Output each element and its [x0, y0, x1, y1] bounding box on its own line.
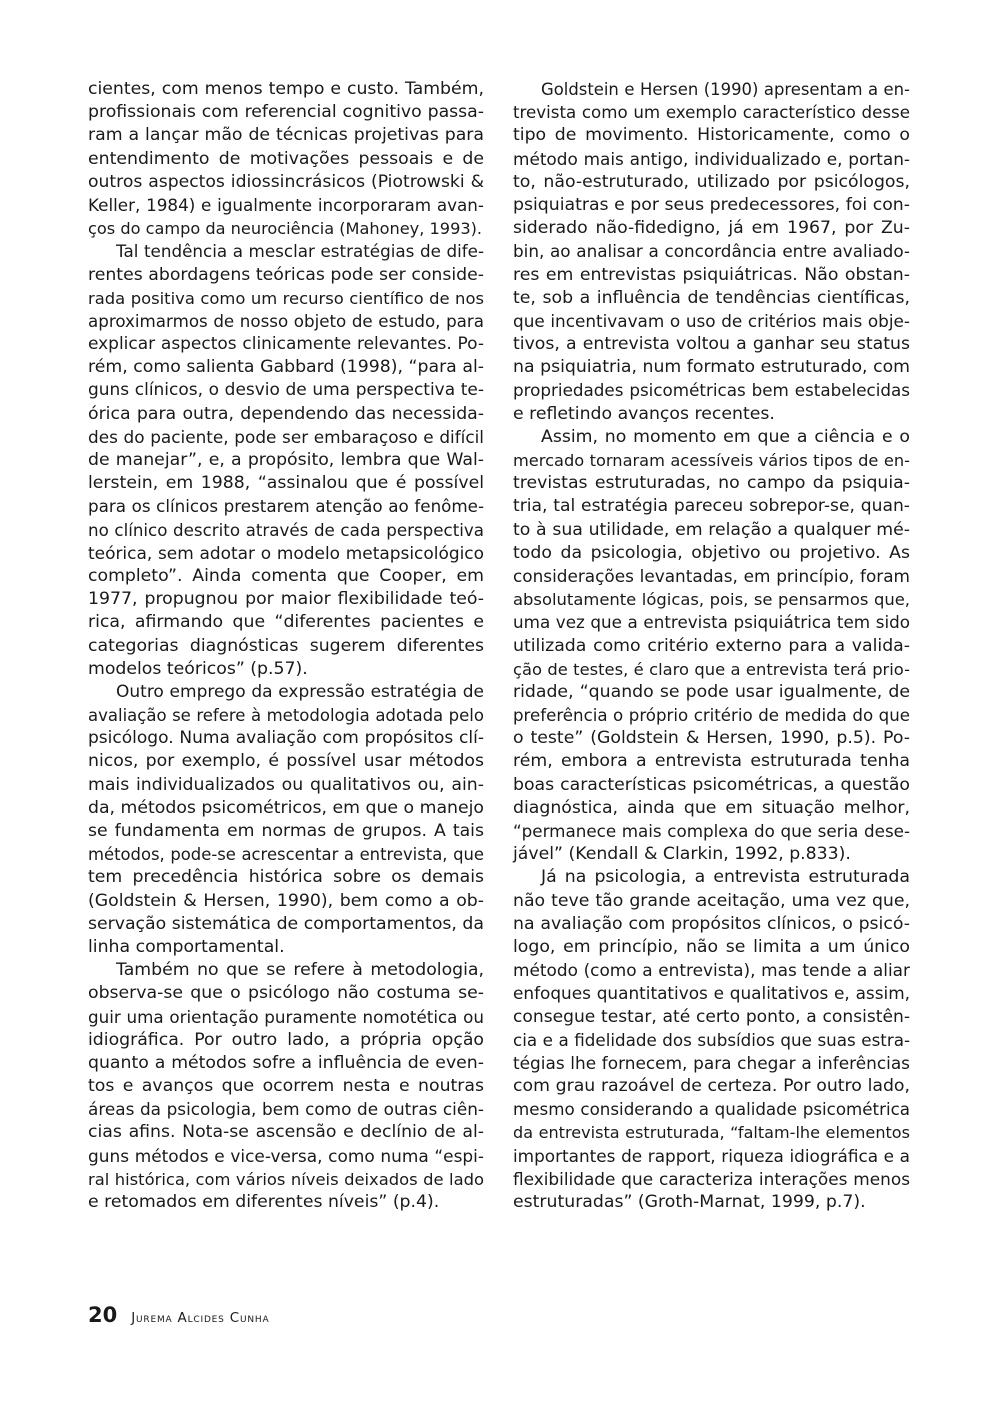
text-line: nicos, por exemplo, é possível usar métodos [88, 751, 484, 772]
text-line: lerstein, em 1988, “assinalou que é possível [88, 473, 484, 494]
text-line: 1977, propugnou por maior flexibilidade teó- [88, 589, 484, 610]
text-line: avaliação se refere à metodologia adotada pelo [88, 706, 484, 726]
text-line: órica para outra, dependendo das necessida- [88, 403, 484, 424]
text-line: ridade, “quando se pode usar igualmente, de [513, 681, 910, 702]
text-line: linha comportamental. [88, 936, 285, 957]
text-line: método (como a entrevista), mas tende a aliar [513, 960, 910, 981]
text-line: trevista como um exemplo característico desse [513, 103, 910, 123]
text-line: explicar aspectos clinicamente relevantes. Po- [88, 334, 484, 355]
text-line: que incentivavam o uso de critérios mais obje- [513, 310, 910, 331]
text-line: profissionais com referencial cognitivo passa- [88, 102, 484, 123]
text-line: des do paciente, pode ser embaraçoso e difícil [88, 426, 484, 447]
text-line: de manejar”, e, a propósito, lembra que Wal- [88, 450, 484, 470]
text-line: tem precedência histórica sobre os demais [88, 867, 484, 888]
text-line: teórica, sem adotar o modelo metapsicológico [88, 542, 484, 563]
text-line: psicólogo. Numa avaliação com propósitos clí- [88, 728, 484, 749]
text-line: mercado tornaram acessíveis vários tipos de en- [513, 451, 910, 470]
text-line: propriedades psicométricas bem estabelecidas [513, 380, 910, 401]
text-line: da, métodos psicométricos, em que o manejo [88, 797, 484, 818]
text-line: áreas da psicologia, bem como de outras ciên- [88, 1099, 484, 1120]
text-line: te, sob a influência de tendências científicas, [513, 287, 910, 308]
text-line: to à sua utilidade, em relação a qualquer mé- [513, 519, 910, 540]
page-footer [88, 1303, 269, 1333]
text-line: ção de testes, é claro que a entrevista terá prio- [513, 659, 910, 679]
text-line: consegue testar, até certo ponto, a consistên- [513, 1006, 910, 1027]
text-line: se fundamenta em normas de grupos. A tais [88, 821, 484, 841]
text-line: servação sistemática de comportamentos, da [88, 913, 484, 934]
text-line: “permanece mais complexa do que seria dese- [513, 821, 910, 841]
text-line: idiográfica. Por outro lado, a própria opção [88, 1029, 484, 1050]
text-line: outros aspectos idiossincrásicos (Piotrowski & [88, 171, 484, 192]
page-number: 20 [88, 1303, 118, 1327]
text-line: mais individualizados ou qualitativos ou, ain- [88, 774, 484, 795]
text-line: métodos, pode-se acrescentar a entrevista, que [88, 845, 484, 865]
text-line: Tal tendência a mesclar estratégias de dife- [116, 241, 484, 262]
text-line: entendimento de motivações pessoais e de [88, 148, 484, 169]
text-line: o teste” (Goldstein & Hersen, 1990, p.5). Po- [513, 728, 910, 749]
text-line: ram a lançar mão de técnicas projetivas para [88, 125, 484, 146]
text-line: Já na psicologia, a entrevista estruturada [541, 867, 910, 888]
text-line: to, não-estruturado, utilizado por psicólogos, [513, 171, 910, 192]
text-line: Assim, no momento em que a ciência e o [541, 426, 910, 447]
text-line: rém, embora a entrevista estruturada tenha [513, 751, 910, 772]
text-line: utilizada como critério externo para a valida- [513, 635, 910, 656]
text-line: e retomados em diferentes níveis” (p.4). [88, 1192, 440, 1212]
text-line: guns clínicos, o desvio de uma perspectiva te- [88, 380, 484, 401]
left-text-column [88, 78, 484, 1214]
text-line: cias afins. Nota-se ascensão e declínio de al- [88, 1122, 484, 1143]
text-line: completo”. Ainda comenta que Cooper, em [88, 565, 484, 586]
text-line: modelos teóricos” (p.57). [88, 658, 308, 679]
text-line: todo da psicologia, objetivo ou projetivo. As [513, 542, 910, 563]
text-line: logo, em princípio, não se limita a um único [513, 936, 910, 957]
text-line: com grau razoável de certeza. Por outro lado, [513, 1076, 910, 1097]
text-line: na avaliação com propósitos clínicos, o psicó- [513, 913, 910, 934]
text-line: tria, tal estratégia pareceu sobrepor-se, quan- [513, 496, 910, 517]
text-line: quanto a métodos sofre a influência de even- [88, 1052, 484, 1073]
text-line: da entrevista estruturada, “faltam-lhe elementos [513, 1123, 910, 1143]
text-line: e refletindo avanços recentes. [513, 403, 775, 424]
text-line: diagnóstica, ainda que em situação melhor, [513, 797, 910, 818]
text-line: jável” (Kendall & Clarkin, 1992, p.833). [513, 844, 851, 865]
text-line: tos e avanços que ocorrem nesta e noutras [88, 1076, 484, 1097]
text-line: tipo de movimento. Historicamente, como o [513, 125, 910, 146]
text-line: observa-se que o psicólogo não costuma se- [88, 983, 484, 1004]
text-line: estruturadas” (Groth-Marnat, 1999, p.7). [513, 1192, 866, 1212]
text-line: considerações levantadas, em princípio, foram [513, 565, 910, 586]
text-line: categorias diagnósticas sugerem diferentes [88, 635, 484, 656]
text-line: bin, ao analisar a concordância entre avaliado- [513, 241, 910, 262]
text-line: boas características psicométricas, a questão [513, 774, 910, 795]
text-line: tégias lhe fornecem, para chegar a inferências [513, 1052, 910, 1073]
text-line: no clínico descrito através de cada perspectiva [88, 519, 484, 540]
text-line: (Goldstein & Hersen, 1990), bem como a ob- [88, 890, 484, 911]
text-line: rém, como salienta Gabbard (1998), “para al- [88, 357, 484, 378]
text-line: absolutamente lógicas, pois, se pensarmos que, [513, 590, 910, 610]
right-text-column [513, 78, 910, 1214]
text-line: rentes abordagens teóricas pode ser conside- [88, 264, 484, 285]
text-line: enfoques quantitativos e qualitativos e, assim, [513, 983, 910, 1004]
running-head-author: Jurema Alcides Cunha [131, 1310, 270, 1326]
text-line: para os clínicos prestarem atenção ao fenôme- [88, 496, 484, 517]
text-line: uma vez que a entrevista psiquiátrica tem sido [513, 612, 910, 633]
text-line: guir uma orientação puramente nomotética ou [88, 1006, 484, 1027]
text-line: rada positiva como um recurso científico de nos [88, 288, 484, 308]
text-line: Goldstein e Hersen (1990) apresentam a en- [541, 80, 910, 99]
text-line: cia e a fidelidade dos subsídios que suas estra- [513, 1029, 910, 1050]
text-line: Também no que se refere à metodologia, [116, 960, 484, 981]
text-line: cientes, com menos tempo e custo. Também, [88, 79, 484, 99]
text-line: flexibilidade que caracteriza interações menos [513, 1168, 910, 1189]
text-line: siderado não-fidedigno, já em 1967, por Zu- [513, 218, 910, 239]
text-line: rica, afirmando que “diferentes pacientes e [88, 612, 484, 633]
text-line: não teve tão grande aceitação, uma vez que, [513, 890, 910, 911]
text-line: aproximarmos de nosso objeto de estudo, para [88, 311, 484, 331]
text-line: ços do campo da neurociência (Mahoney, 1993). [88, 219, 483, 239]
text-line: ral histórica, com vários níveis deixados de lado [88, 1169, 484, 1189]
text-line: Keller, 1984) e igualmente incorporaram avan- [88, 194, 484, 215]
text-line: método mais antigo, individualizado e, portan- [513, 148, 910, 169]
text-line: na psiquiatria, num formato estruturado, com [513, 357, 910, 378]
text-line: Outro emprego da expressão estratégia de [116, 681, 484, 702]
text-line: res em entrevistas psiquiátricas. Não obstan- [513, 264, 910, 285]
text-line: preferência o próprio critério de medida do que [513, 706, 910, 726]
text-line: mesmo considerando a qualidade psicométrica [513, 1100, 910, 1120]
text-line: tivos, a entrevista voltou a ganhar seu status [513, 334, 910, 355]
text-line: importantes de rapport, riqueza idiográfica e a [513, 1145, 910, 1166]
text-line: guns métodos e vice-versa, como numa “espi- [88, 1145, 484, 1166]
text-line: psiquiatras e por seus predecessores, foi con- [513, 194, 910, 215]
text-line: trevistas estruturadas, no campo da psiquia- [513, 473, 910, 494]
